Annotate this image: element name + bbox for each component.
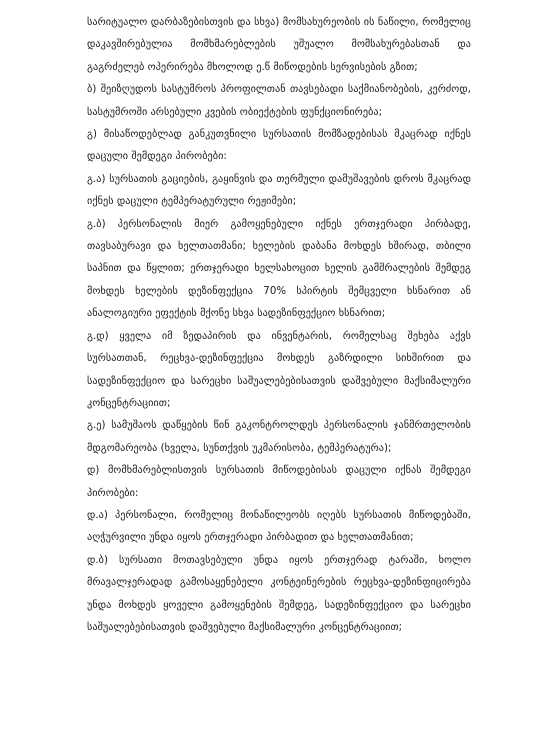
paragraph-g-a: გ.ა) სურსათის გაციების, გაყინვის და თერმული დამუშავების დროს მკაცრად იქნეს დაცული ტემპერატურული რეჟიმები;: [87, 173, 471, 208]
paragraph-d: დ) მომხმარებლისთვის სურსათის მიწოდებისას დაცული იქნას შემდეგი პირობები:: [87, 465, 471, 499]
paragraph-g: გ) მისაწოდებლად განკუთვნილი სურსათის მომზადებისას მკაცრად იქნეს დაცული შემდეგი პირობები:: [87, 129, 471, 163]
paragraph-g-d: გ.დ) ყველა იმ ზედაპირის და ინვენტარის, რომელსაც შეხება აქვს სურსათთან, რეცხვა-დეზინფექცია მოხდეს გაზრდილი სიხშირით და სადეზინფექციო და სარეცხი საშუალებებისათვის დაშვებული მაქსიმალური კონცენტრაციით;: [87, 330, 471, 409]
document-body: [87, 12, 471, 639]
paragraph-g-e: გ.ე) სამუშაოს დაწყების წინ გაკონტროლდეს პერსონალის ჯანმრთელობის მდგომარეობა (ხველა, სუნთქვის უკმარისობა, ტემპერატურა);: [87, 420, 471, 454]
paragraph-g-b: გ.ბ) პერსონალის მიერ გამოყენებული იქნეს ერთჯერადი პირბადე, თავსაბურავი და ხელთათმანი; ხელების დაბანა მოხდეს ხშირად, თბილი საპნით და წყლით; ერთჯერადი ხელსახოცით ხელის გამშრალების შემდეგ მოხდეს ხელების დეზინფექცია 70% სპირტის შემცველი ხსნარით ან ანალოგიური ეფექტის მქონე სხვა სადეზინფექციო ხსნარით;: [87, 218, 471, 320]
paragraph-d-b: დ.ბ) სურსათი მოთავსებული უნდა იყოს ერთჯერად ტარაში, ხოლო მრავალჯერადად გამოსაყენებელი კონტეინერების რეცხვა-დეზინფიცირება უნდა მოხდეს ყოველი გამოყენების შემდეგ, სადეზინფექციო და სარეცხი საშუალებებისათვის დაშვებული მაქსიმალური კონცენტრაციით;: [87, 554, 471, 633]
paragraph-intro: სარიტუალო დარბაზებისთვის და სხვა) მომსახურეობის ის ნაწილი, რომელიც დაკავშირებულია მომხმარებლების უშუალო მომსახურებასთან და გაგრძელებ ოპერირება მხოლოდ ე.წ მიწოდების სერვისების გზით;: [87, 17, 471, 73]
paragraph-b: ბ) შეიზღუდოს სასტუმროს პროფილთან თავსებადი საქმიანობების, კერძოდ, სასტუმროში არსებული კვების ობიექტების ფუნქციონირება;: [87, 84, 471, 118]
paragraph-d-a: დ.ა) პერსონალი, რომელიც მონაწილეობს იღებს სურსათის მიწოდებაში, აღჭურვილი უნდა იყოს ერთჯერადი პირბადით და ხელთათმანით;: [87, 509, 471, 544]
